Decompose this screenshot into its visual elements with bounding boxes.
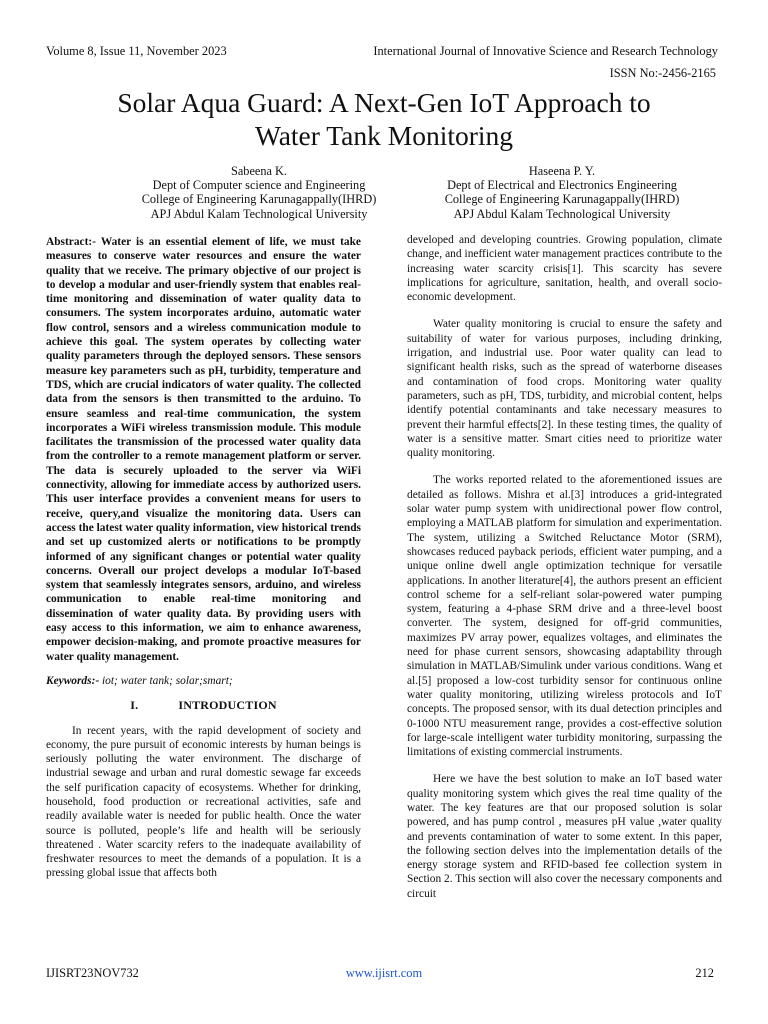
section-number: I. [130,698,139,713]
keywords-label: Keywords:- [46,674,100,687]
author-name: Haseena P. Y. [528,164,596,178]
author-name: Sabeena K. [231,164,287,178]
keywords [46,674,361,688]
section-title: INTRODUCTION [178,698,277,713]
author-college: College of Engineering Karunagappally(IHRD) [444,192,680,207]
body-paragraph: Here we have the best solution to make an IoT based water quality monitoring system which gives the real time quality of the water. The key features are that our proposed solution is solar powered, and has pump control , measures pH value ,water quality and prevents contamination of water to some extent. In this paper, the following section delves into the implementation details of the energy storage system and RFID-based fee collection system in Section 2. This section will also cover the necessary components and circuit [407,773,722,900]
left-column [46,235,361,894]
abstract: Abstract:- Water is an essential element of life, we must take measures to conserve water resources and ensure the water quality that we receive. The primary objective of our project is to develop a modular and user-friendly system that enables real-time monitoring and dissemination of water quality data to consumers. The system incorporates arduino, automatic water flow control, sensors and a wireless communication module to achieve this goal. The system operates by collecting water quality parameters through the deployed sensors. These sensors measure key parameters such as pH, turbidity, temperature and TDS, which are crucial indicators of water quality. The collected data from the sensors is then transmitted to the arduino. To ensure seamless and real-time communication, the system incorporates a WiFi wireless transmission module. This module facilitates the transmission of the processed water quality data from the controller to a remote management platform or server. The data is securely uploaded to the server via WiFi connectivity, allowing for immediate access by authorized users. This user interface provides a convenient means for users to receive, query,and visualize the monitoring data. Users can access the latest water quality information, view historical trends and set up customized alerts or notifications to be promptly informed of any significant changes or potential water quality concerns. Overall our project develops a modular IoT-based system that seamlessly integrates sensors, arduino, and wireless communication to enable real-time monitoring and dissemination of water quality data. By providing users with easy access to this information, we aim to enhance awareness, empower decision-making, and promote proactive measures for water quality management. [46,236,361,663]
author-university: APJ Abdul Kalam Technological University [453,206,671,221]
journal-name: International Journal of Innovative Science and Research Technology [373,44,718,58]
title-line-2: Water Tank Monitoring [254,120,514,151]
author-university: APJ Abdul Kalam Technological University [150,206,368,221]
section-heading [46,698,361,712]
author-block-2 [397,164,727,221]
body-paragraph: The works reported related to the aforementioned issues are detailed as follows. Mishra et al.[3] introduces a grid-integrated solar water pump system with unidirectional power flow control, employing a MATLAB platform for simulation and experimentation. The system, utilizing a Switched Reluctance Motor (SRM), showcases reduced payback periods, efficient water pumping, and a unique online dwell angle optimization technique for versatile applications. In another literature[4], the authors present an efficient control scheme for a self-reliant solar-powered water pumping system, featuring a 4-phase SRM drive and a three-level boost converter. The system, designed for off-grid communities, maximizes PV array power, equalizes voltages, and eliminates the need for phase current sensors, showcasing adaptability through simulation in MATLAB/Simulink under various conditions. Wang et al.[5] proposed a low-cost turbidity sensor for continuous online water quality monitoring, utilizing wireless protocols and IoT concepts. The proposed sensor, with its dual detection principles and 0-1000 NTU measurement range, provides a cost-effective solution for large-scale intelligent water turbidity monitoring, surpassing the limitations of existing commercial instruments. [407,474,722,759]
page-number: 212 [695,966,714,980]
author-dept: Dept of Electrical and Electronics Engineering [447,178,677,193]
right-column [407,233,722,914]
website-link[interactable]: www.ijisrt.com [345,966,423,980]
journal-volume: Volume 8, Issue 11, November 2023 [46,44,227,58]
keywords-text: iot; water tank; solar;smart; [99,674,233,687]
issn: ISSN No:-2456-2165 [609,66,716,80]
body-paragraph: developed and developing countries. Growing population, climate change, and inefficient water management practices contribute to the increasing water scarcity crisis[1]. This scarcity has severe implications for agriculture, sanitation, health, and overall socio-economic development. [407,234,722,304]
author-block-1 [94,164,424,221]
paper-code: IJISRT23NOV732 [46,966,139,980]
body-paragraph: In recent years, with the rapid development of society and economy, the pure pursuit of economic interests by human beings is seriously polluting the water environment. The discharge of industrial sewage and urban and rural domestic sewage far exceeds the self purification capacity of ecosystems. Whether for drinking, household, food production or recreational activities, safe and readily available water is needed for public health. Once the water source is polluted, people’s life and health will be seriously threatened . Water scarcity refers to the inadequate availability of freshwater resources to meet the demands of a population. It is a pressing global issue that affects both [46,724,361,880]
author-college: College of Engineering Karunagappally(IHRD) [141,192,377,207]
author-dept: Dept of Computer science and Engineering [152,178,366,193]
title-line-1: Solar Aqua Guard: A Next-Gen IoT Approach to [117,87,651,118]
paper-title [0,86,768,152]
body-paragraph: Water quality monitoring is crucial to ensure the safety and suitability of water for various purposes, including drinking, irrigation, and industrial use. Poor water quality can lead to significant health risks, such as the spread of waterborne diseases and contamination of food crops. Monitoring water quality parameters, such as pH, TDS, turbidity, and microbial content, helps identify potential contaminants and take necessary measures to prevent their harmful effects[2]. In these testing times, the quality of water is a sensitive matter. Smart cities need to prioritize water quality monitoring. [407,318,722,460]
